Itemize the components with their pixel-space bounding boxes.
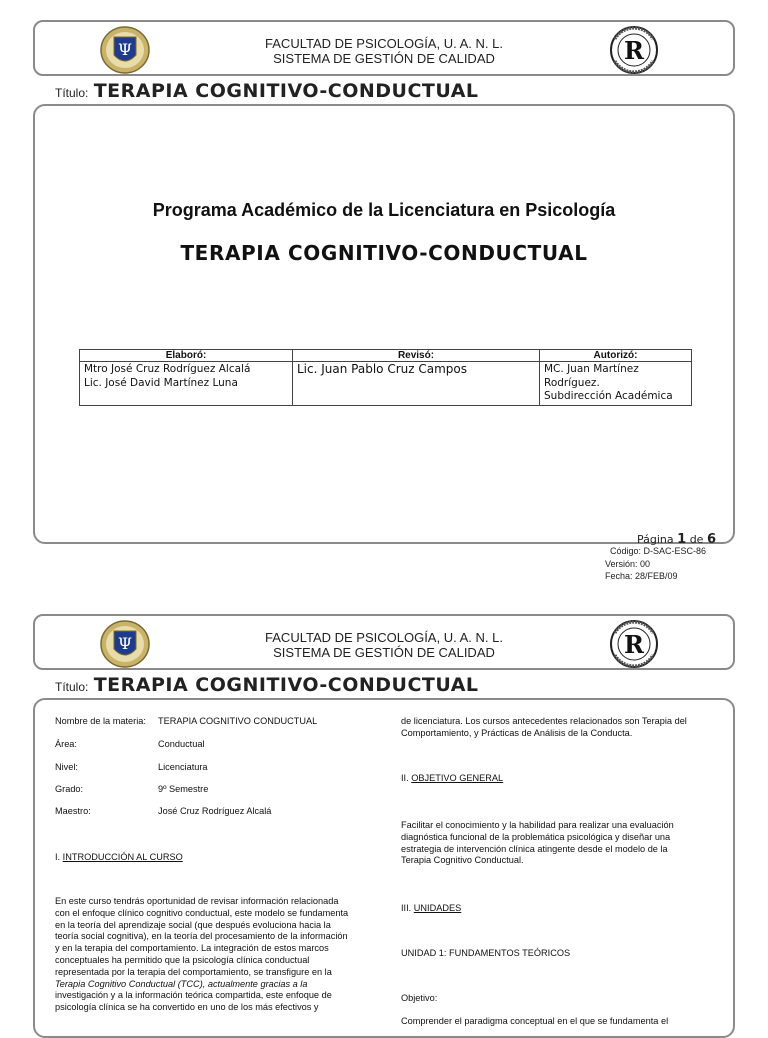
- page2-title-row: [55, 674, 479, 696]
- objetivo-line: estrategia de intervención clínica atingente desde el modelo de la: [401, 843, 668, 854]
- document-title: TERAPIA COGNITIVO-CONDUCTUAL: [93, 674, 479, 696]
- program-heading: Programa Académico de la Licenciatura en Psicología: [152, 200, 616, 220]
- intro-line: investigación y a la información teórica compartida, este enfoque de: [55, 990, 332, 1001]
- page1-cover-box: [33, 104, 735, 544]
- col-elaboro: Elaboró:: [80, 350, 293, 362]
- title-label: Título:: [55, 680, 89, 694]
- page2-header: [33, 614, 735, 670]
- field-value: Conductual: [158, 739, 205, 749]
- header-faculty: FACULTAD DE PSICOLOGÍA, U. A. N. L.: [265, 36, 503, 51]
- field-value: 9º Semestre: [158, 784, 209, 794]
- header-system: SISTEMA DE GESTIÓN DE CALIDAD: [273, 51, 495, 66]
- page-label: Página: [637, 533, 674, 546]
- page1-title-row: [55, 80, 479, 102]
- intro-line: en la teoría del aprendizaje social (que después evoluciona hacia la: [55, 919, 331, 930]
- section-unidades: [401, 903, 461, 913]
- section-introduccion: [55, 852, 183, 862]
- col-autorizo: Autorizó:: [540, 350, 692, 362]
- reviso-line: Lic. Juan Pablo Cruz Campos: [297, 362, 467, 376]
- page-current: 1: [677, 532, 687, 547]
- field-label: Grado:: [55, 784, 84, 794]
- objetivo-line: diagnóstica funcional de la problemática psicológica y diseñar una: [401, 831, 671, 842]
- intro-line: teoría social cognitiva), en la teoría del procesamiento de la información: [55, 931, 348, 942]
- intro-line: con el enfoque clínico cognitivo conductual, este modelo se fundamenta: [55, 907, 349, 918]
- objetivo-line: Facilitar el conocimiento y la habilidad para realizar una evaluación: [401, 820, 674, 830]
- section-title: OBJETIVO GENERAL: [411, 773, 504, 783]
- section-title: INTRODUCCIÓN AL CURSO: [62, 852, 183, 862]
- intro-line: conceptuales ha permitido que la psicología clínica conductual: [55, 954, 310, 965]
- autorizo-line: MC. Juan Martínez: [544, 363, 639, 375]
- intro-line: y en la terapia del comportamiento. La integración de estos marcos: [55, 943, 329, 954]
- document-title: TERAPIA COGNITIVO-CONDUCTUAL: [93, 80, 479, 102]
- objetivo-line: Terapia Cognitivo Conductual.: [401, 855, 524, 866]
- unidad-1-text: Comprender el paradigma conceptual en el que se fundamenta el: [401, 1016, 669, 1026]
- cell-elaboro: [80, 362, 293, 406]
- elaboro-line: Lic. José David Martínez Luna: [84, 376, 238, 389]
- section-number: II.: [401, 773, 409, 783]
- title-label: Título:: [55, 86, 89, 100]
- field-label: Área:: [55, 739, 77, 749]
- doc-code: Código: D-SAC-ESC-86: [610, 546, 707, 556]
- field-label: Nombre de la materia:: [55, 716, 146, 726]
- svg-text:R: R: [624, 630, 644, 659]
- registered-quality-logo-icon: [606, 25, 662, 75]
- header-system: SISTEMA DE GESTIÓN DE CALIDAD: [273, 645, 495, 660]
- unidad-1-heading: UNIDAD 1: FUNDAMENTOS TEÓRICOS: [401, 948, 571, 958]
- autorizo-line: Subdirección Académica: [544, 390, 673, 402]
- objetivo-paragraph: [401, 820, 713, 867]
- registered-quality-logo-icon: [606, 619, 662, 669]
- elaboro-line: Mtro José Cruz Rodríguez Alcalá: [84, 363, 251, 375]
- section-number: I.: [55, 852, 61, 862]
- doc-date: Fecha: 28/FEB/09: [605, 571, 678, 581]
- col-reviso: Revisó:: [293, 350, 540, 362]
- page-total: 6: [706, 532, 716, 547]
- field-value: Licenciatura: [158, 762, 208, 772]
- doc-meta: [605, 545, 706, 583]
- section-title: UNIDADES: [413, 903, 462, 913]
- svg-text:R: R: [624, 36, 644, 65]
- page1-header: [33, 20, 735, 76]
- intro-line: En este curso tendrás oportunidad de revisar información relacionada: [55, 896, 339, 906]
- field-label: Maestro:: [55, 806, 91, 816]
- field-label: Nivel:: [55, 762, 78, 772]
- objetivo-label: Objetivo:: [401, 993, 438, 1003]
- header-faculty: FACULTAD DE PSICOLOGÍA, U. A. N. L.: [265, 630, 503, 645]
- intro-line: representada por la terapia del comportamiento, se transfigure en la: [55, 966, 332, 977]
- doc-version: Versión: 00: [605, 558, 651, 569]
- right-paragraph: [401, 716, 713, 740]
- field-value: José Cruz Rodríguez Alcalá: [158, 806, 272, 816]
- intro-line: psicología clínica se ha convertido en uno de los más efectivos y: [55, 1002, 319, 1013]
- section-objetivo-general: [401, 773, 503, 783]
- section-number: III.: [401, 903, 412, 913]
- intro-line: Terapia Cognitivo Conductual (TCC), actualmente gracias a la: [55, 978, 308, 989]
- course-title: TERAPIA COGNITIVO-CONDUCTUAL: [180, 241, 588, 265]
- cell-autorizo: [540, 362, 692, 406]
- svg-text:Ψ: Ψ: [117, 40, 133, 59]
- right-line: Comportamiento, y Prácticas de Análisis de la Conducta.: [401, 727, 633, 738]
- field-value: TERAPIA COGNITIVO CONDUCTUAL: [158, 716, 318, 726]
- intro-paragraph: [55, 896, 365, 1014]
- right-line: de licenciatura. Los cursos antecedentes relacionados son Terapia del: [401, 716, 687, 726]
- signature-table: [79, 349, 692, 406]
- page-of: de: [689, 533, 704, 546]
- autorizo-line: Rodríguez.: [544, 376, 600, 389]
- cell-reviso: [293, 362, 540, 406]
- svg-text:Ψ: Ψ: [117, 634, 133, 653]
